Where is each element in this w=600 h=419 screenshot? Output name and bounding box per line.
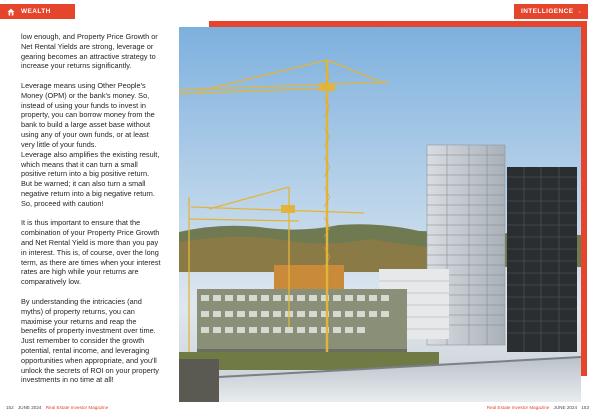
article-paragraph: Leverage means using Other People's Money (OPM) or the bank's money. So, instead of using your funds to invest in property, you can borrow money from the bank to build a large asset base without using any of your own funds, or at least very little of your funds. Leverage also amplifies the existing result, which means that it can turn a small positive return into a big positive return. But be warned; it can also turn a small negative return into a big negative return. So, proceed with caution!: [21, 81, 160, 208]
page-number: 152: [6, 405, 14, 410]
photo-frame-right-bar: [581, 21, 587, 376]
magazine-name: Real Estate Investor Magazine: [486, 405, 550, 410]
issue-date: JUNE 2024: [553, 405, 578, 410]
house-icon: [579, 8, 581, 16]
construction-photo: [179, 27, 581, 402]
section-label-intelligence: INTELLIGENCE: [521, 8, 574, 15]
footer-left: [6, 405, 111, 410]
section-tab-intelligence: [514, 4, 588, 19]
article-body: [21, 32, 176, 395]
article-paragraph: low enough, and Property Price Growth or Net Rental Yields are strong, leverage or gearing becomes an attractive strategy to increase your returns significantly.: [21, 32, 158, 71]
footer-right: [487, 405, 592, 410]
page-number: 153: [581, 405, 589, 410]
issue-date: JUNE 2024: [17, 405, 42, 410]
article-paragraph: It is thus important to ensure that the combination of your Property Price Growth and Net Rental Yield is more than you pay in interest. This is, of course, over the long term, as there are times when your interest rates are high while your returns are comparatively low.: [21, 218, 161, 287]
section-tab-wealth: [0, 4, 75, 19]
section-label-wealth: WEALTH: [21, 8, 51, 15]
article-paragraph: By understanding the intricacies (and myths) of property returns, you can maximise your returns and reap the benefits of property investment over time. Just remember to consider the growth potential, rental income, and leveraging opportunities when appropriate, and you'll unlock the secrets of ROI on your property investments in no time at all!: [21, 296, 159, 385]
house-icon: [7, 8, 15, 16]
magazine-name: Real Estate Investor Magazine: [45, 405, 109, 410]
